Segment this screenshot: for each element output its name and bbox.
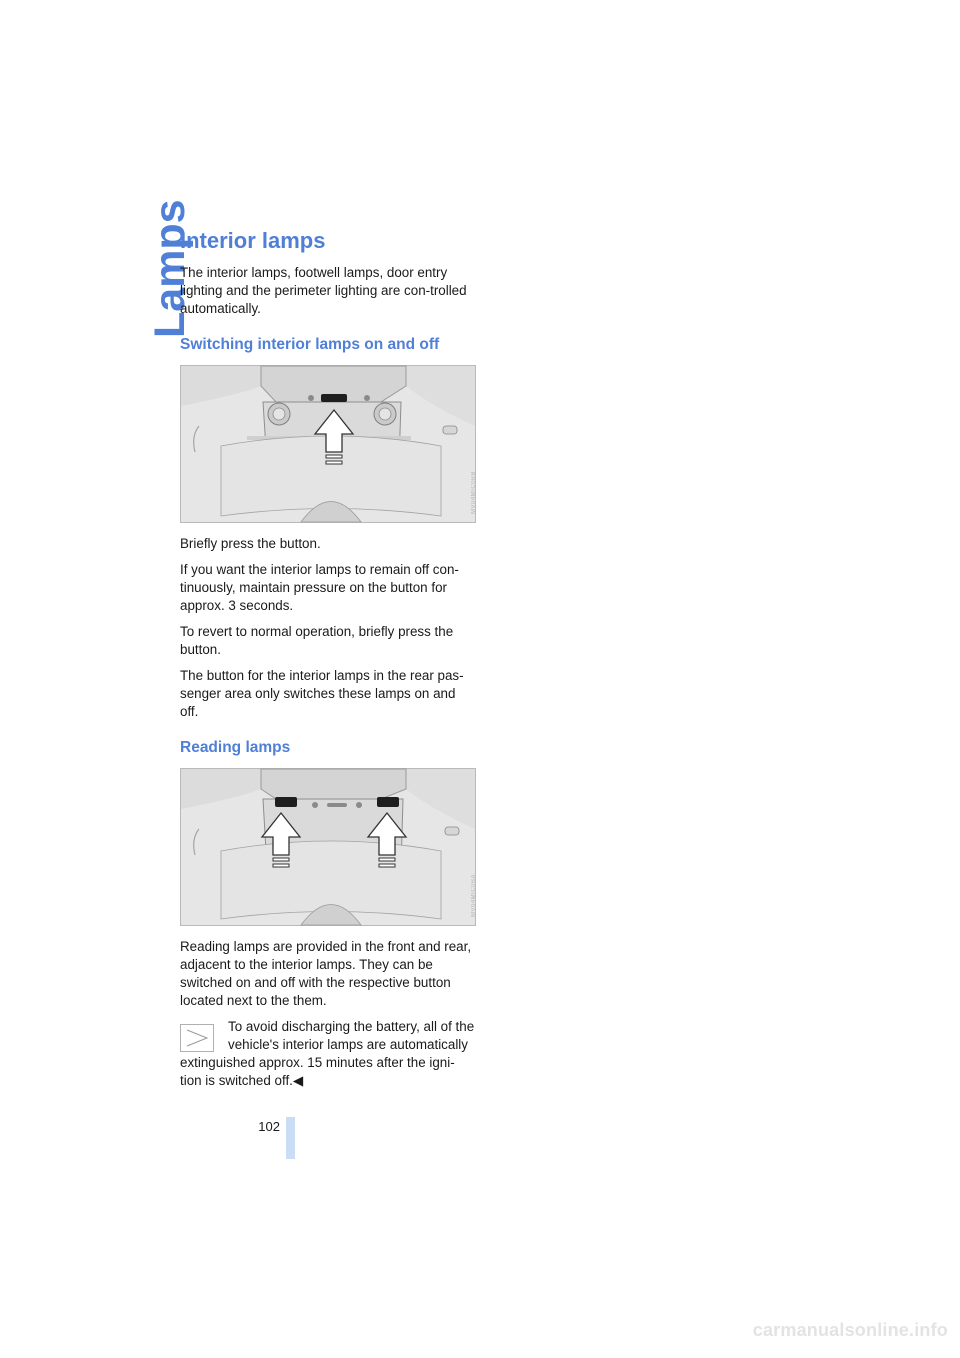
page-number-bar bbox=[286, 1117, 295, 1159]
paragraph-reading-lamps: Reading lamps are provided in the front and rear, adjacent to the interior lamps. They can be switched on and off with the respective button located next to the them. bbox=[180, 938, 472, 1008]
figure-code: MV04MIC0BB bbox=[471, 470, 477, 514]
intro-paragraph: The interior lamps, footwell lamps, door entry lighting and the perimeter lighting are con-trolled automatically. bbox=[180, 265, 467, 317]
note-text-first: To avoid discharging the battery, all of the vehicle's interior lamps are automatically bbox=[228, 1018, 475, 1052]
battery-note bbox=[180, 1018, 476, 1090]
page-number: 102 bbox=[258, 1119, 280, 1134]
paragraph-briefly-press: Briefly press the button. bbox=[180, 535, 321, 551]
chapter-tab-label: Lamps bbox=[146, 199, 194, 338]
figure-code: MV04MIC0BA bbox=[471, 873, 477, 917]
reading-lamp-illustration bbox=[181, 769, 475, 925]
chapter-tab bbox=[113, 199, 194, 338]
paragraph-remain-off: If you want the interior lamps to remain off con-tinuously, maintain pressure on the button for approx. 3 seconds. bbox=[180, 561, 459, 613]
note-text-rest: extinguished approx. 15 minutes after the igni-tion is switched off.◀ bbox=[180, 1054, 455, 1088]
interior-lamp-illustration bbox=[181, 366, 475, 522]
footer-watermark: carmanualsonline.info bbox=[752, 1320, 948, 1340]
paragraph-rear-button: The button for the interior lamps in the rear pas-senger area only switches these lamps on and off. bbox=[180, 667, 464, 719]
section-heading-reading-lamps: Reading lamps bbox=[180, 738, 291, 756]
page-title: Interior lamps bbox=[180, 228, 326, 253]
figure-interior-lamp-button bbox=[180, 365, 476, 523]
main-content bbox=[180, 228, 476, 1090]
warning-triangle-icon bbox=[180, 1024, 214, 1052]
section-heading-switching: Switching interior lamps on and off bbox=[180, 336, 440, 354]
paragraph-revert: To revert to normal operation, briefly press the button. bbox=[180, 623, 454, 657]
figure-reading-lamp-buttons bbox=[180, 768, 476, 926]
